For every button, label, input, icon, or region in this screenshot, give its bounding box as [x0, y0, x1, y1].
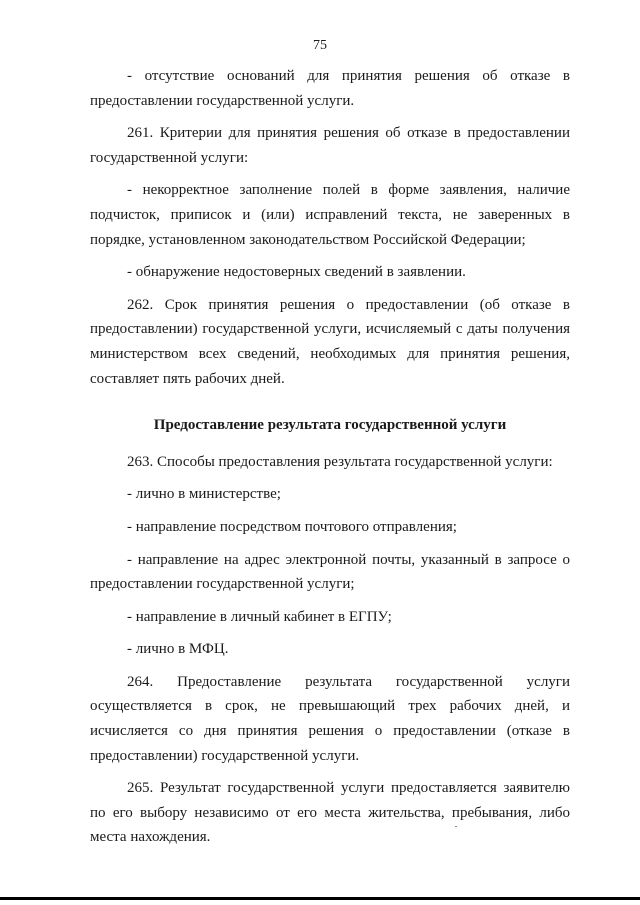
- paragraph-264: 264. Предоставление результата государственной услуги осуществляется в срок, не превышающий трех рабочих дней, и исчисляется со дня принятия решения о предоставлении (отказе в предоставлении) государственной услуги.: [90, 673, 570, 764]
- list-item-postal: - направление посредством почтового отправления;: [127, 518, 457, 535]
- paragraph-no-grounds: - отсутствие оснований для принятия решения об отказе в предоставлении государственной услуги.: [90, 68, 570, 109]
- paragraph-263: 263. Способы предоставления результата государственной услуги:: [127, 453, 553, 470]
- page-number: 75: [313, 38, 327, 53]
- paragraph-262: 262. Срок принятия решения о предоставлении (об отказе в предоставлении) государственной услуги, исчисляемый с даты получения министерством всех сведений, необходимых для принятия решения, составляет пять рабочих дней.: [90, 296, 570, 387]
- document-body: [90, 64, 570, 850]
- list-item-mfc: - лично в МФЦ.: [127, 641, 229, 658]
- section-heading: Предоставление результата государственной услуги: [153, 417, 507, 434]
- scan-speck: [455, 826, 457, 827]
- list-item-personal-account: - направление в личный кабинет в ЕГПУ;: [127, 608, 392, 625]
- list-item-incorrect-filling: - некорректное заполнение полей в форме заявления, наличие подчисток, приписок и (или) исправлений текста, не заверенных в порядке, установленном законодательством Российской Федерации;: [90, 182, 570, 248]
- paragraph-265: 265. Результат государственной услуги предоставляется заявителю по его выбору независимо от его места жительства, пребывания, либо места нахождения.: [90, 780, 570, 846]
- list-item-email: - направление на адрес электронной почты, указанный в запросе о предоставлении государственной услуги;: [90, 551, 570, 593]
- list-item-in-ministry: - лично в министерстве;: [127, 486, 281, 503]
- scan-bottom-edge: [0, 897, 640, 900]
- list-item-false-info: - обнаружение недостоверных сведений в заявлении.: [127, 264, 466, 281]
- paragraph-261: 261. Критерии для принятия решения об отказе в предоставлении государственной услуги:: [90, 125, 570, 166]
